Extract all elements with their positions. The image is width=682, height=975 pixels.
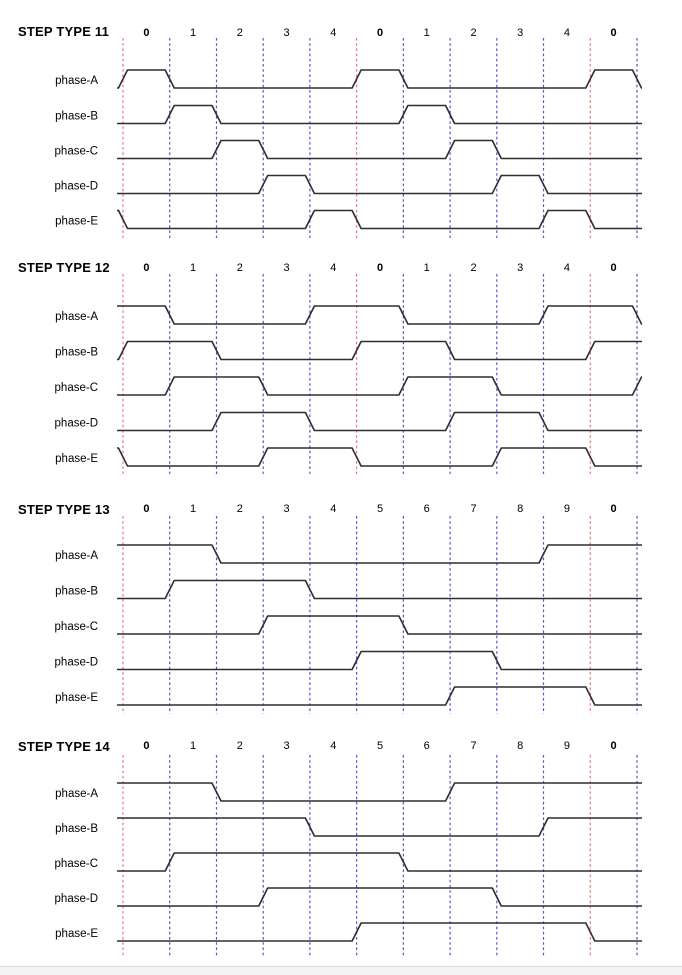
step-number: 6: [423, 503, 430, 515]
waveform-phase-D: [117, 413, 642, 431]
waveform-phase-B: [117, 818, 642, 836]
step-number: 1: [190, 503, 197, 515]
phase-label: phase-E: [55, 453, 98, 465]
step-number: 9: [563, 503, 570, 515]
step-number: 4: [330, 27, 337, 39]
step-number: 7: [470, 740, 477, 752]
waveform-phase-C: [117, 141, 642, 159]
waveform-phase-C: [117, 853, 642, 871]
phase-label: phase-A: [55, 75, 98, 87]
step-number: 0: [610, 27, 617, 39]
phase-label: phase-A: [55, 788, 98, 800]
diagram-step-type-14: [55, 740, 642, 957]
diagram-step-type-13: [55, 503, 642, 714]
step-number: 2: [236, 503, 243, 515]
step-number: 8: [517, 503, 524, 515]
phase-label: phase-E: [55, 215, 98, 228]
step-number: 9: [563, 740, 570, 752]
step-number: 4: [330, 262, 337, 274]
phase-label: phase-C: [54, 858, 98, 870]
step-number: 0: [143, 262, 150, 274]
step-number: 3: [517, 27, 524, 39]
phase-label: phase-B: [55, 823, 98, 835]
section-title-step-type-13: STEP TYPE 13: [18, 502, 110, 517]
waveform-phase-C: [117, 616, 642, 634]
waveform-phase-A: [117, 70, 642, 88]
phase-label: phase-C: [54, 382, 98, 394]
waveform-phase-A: [117, 306, 642, 324]
step-number: 2: [470, 262, 477, 274]
step-number: 0: [376, 27, 384, 39]
step-number: 4: [330, 503, 337, 515]
step-number: 1: [190, 27, 197, 39]
phase-label: phase-D: [54, 180, 98, 193]
step-number: 3: [283, 27, 290, 39]
step-number: 3: [283, 262, 290, 274]
waveform-phase-E: [117, 211, 642, 229]
phase-label: phase-C: [54, 621, 98, 633]
window-bottom-edge: [0, 966, 682, 975]
step-number: 2: [236, 27, 243, 39]
step-number: 0: [143, 27, 150, 39]
step-number: 0: [610, 503, 617, 515]
diagram-step-type-12: [55, 262, 642, 474]
step-number: 4: [563, 262, 570, 274]
waveform-phase-E: [117, 923, 642, 941]
waveform-phase-C: [117, 377, 642, 395]
phase-label: phase-E: [55, 692, 98, 704]
phase-label: phase-A: [55, 311, 98, 323]
step-number: 1: [423, 27, 430, 39]
step-number: 3: [517, 262, 524, 274]
waveform-phase-E: [117, 448, 642, 466]
step-number: 3: [283, 503, 290, 515]
phase-label: phase-B: [55, 110, 98, 123]
phase-label: phase-B: [55, 346, 98, 359]
waveform-phase-B: [117, 581, 642, 599]
waveform-phase-E: [117, 687, 642, 705]
phase-label: phase-E: [55, 928, 98, 940]
phase-label: phase-A: [55, 550, 98, 562]
step-number: 0: [143, 503, 150, 515]
phase-label: phase-C: [54, 145, 98, 158]
phase-label: phase-D: [54, 893, 98, 905]
step-number: 0: [143, 740, 150, 752]
step-number: 1: [423, 262, 430, 274]
section-title-step-type-11: STEP TYPE 11: [18, 24, 110, 39]
step-number: 8: [517, 740, 524, 752]
step-number: 6: [423, 740, 430, 752]
section-title-step-type-12: STEP TYPE 12: [18, 260, 110, 275]
diagram-step-type-11: [55, 27, 642, 238]
step-number: 0: [610, 740, 617, 752]
waveform-phase-D: [117, 652, 642, 670]
step-number: 1: [190, 262, 197, 274]
waveform-phase-D: [117, 176, 642, 194]
waveform-phase-B: [117, 106, 642, 124]
section-title-step-type-14: STEP TYPE 14: [18, 739, 110, 754]
phase-label: phase-D: [54, 656, 98, 669]
waveform-phase-A: [117, 783, 642, 801]
phase-label: phase-B: [55, 585, 98, 598]
step-number: 0: [376, 262, 384, 274]
step-number: 2: [470, 27, 477, 39]
step-number: 4: [563, 27, 570, 39]
step-number: 5: [376, 503, 384, 515]
waveform-phase-A: [117, 545, 642, 563]
step-number: 2: [236, 262, 243, 274]
waveform-phase-D: [117, 888, 642, 906]
phase-label: phase-D: [54, 417, 98, 430]
waveform-phase-B: [117, 342, 642, 360]
step-number: 7: [470, 503, 477, 515]
step-number: 4: [330, 740, 337, 752]
step-number: 5: [376, 740, 384, 752]
step-number: 1: [190, 740, 197, 752]
step-number: 3: [283, 740, 290, 752]
step-number: 0: [610, 262, 617, 274]
step-number: 2: [236, 740, 243, 752]
